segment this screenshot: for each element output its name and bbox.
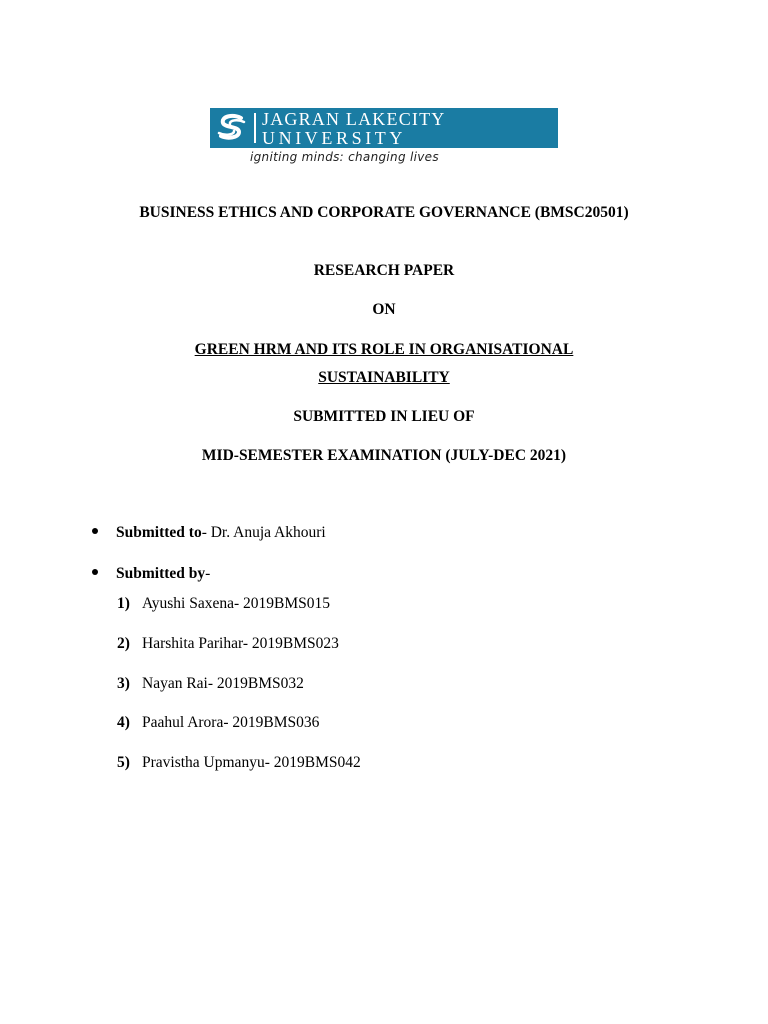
submitted-to-label: Submitted to <box>116 524 202 541</box>
list-item <box>117 635 339 653</box>
list-item-number: 5) <box>117 754 130 771</box>
on-label: ON <box>372 301 396 318</box>
list-item-text: Nayan Rai- 2019BMS032 <box>142 675 304 692</box>
list-item-number: 3) <box>117 675 130 692</box>
logo-s-mark-icon <box>210 108 254 148</box>
logo-tagline: igniting minds: changing lives <box>250 150 439 164</box>
list-item-text: Ayushi Saxena- 2019BMS015 <box>142 595 331 612</box>
list-item-text: Harshita Parihar- 2019BMS023 <box>142 635 339 652</box>
logo-text <box>262 110 446 147</box>
topic-line-2: SUSTAINABILITY <box>318 369 450 386</box>
logo-name-line1: JAGRAN LAKECITY <box>262 108 446 129</box>
submitted-by-suffix: - <box>205 565 211 582</box>
bullet-icon <box>92 569 98 575</box>
submitted-to-value: - Dr. Anuja Akhouri <box>201 524 326 541</box>
submitted-to-item <box>92 524 326 542</box>
list-item <box>117 675 304 693</box>
list-item-number: 2) <box>117 635 130 652</box>
list-item-text: Paahul Arora- 2019BMS036 <box>142 714 320 731</box>
logo-banner <box>210 108 558 148</box>
course-title: BUSINESS ETHICS AND CORPORATE GOVERNANCE (BMSC20501) <box>139 204 629 221</box>
list-item-number: 1) <box>117 595 130 612</box>
bullet-icon <box>92 528 98 534</box>
submitted-by-label: Submitted by <box>116 565 206 582</box>
university-logo <box>210 108 558 164</box>
logo-name-line2: UNIVERSITY <box>262 127 406 148</box>
list-item <box>117 595 330 613</box>
list-item <box>117 754 361 772</box>
submitted-in-lieu: SUBMITTED IN LIEU OF <box>293 408 475 425</box>
list-item <box>117 714 319 732</box>
list-item-number: 4) <box>117 714 130 731</box>
document-type: RESEARCH PAPER <box>313 262 455 279</box>
submitted-by-item <box>92 565 210 583</box>
exam-title: MID-SEMESTER EXAMINATION (JULY-DEC 2021) <box>201 447 567 464</box>
list-item-text: Pravistha Upmanyu- 2019BMS042 <box>142 754 361 771</box>
logo-divider <box>254 113 256 143</box>
topic-line-1: GREEN HRM AND ITS ROLE IN ORGANISATIONAL <box>194 341 574 358</box>
